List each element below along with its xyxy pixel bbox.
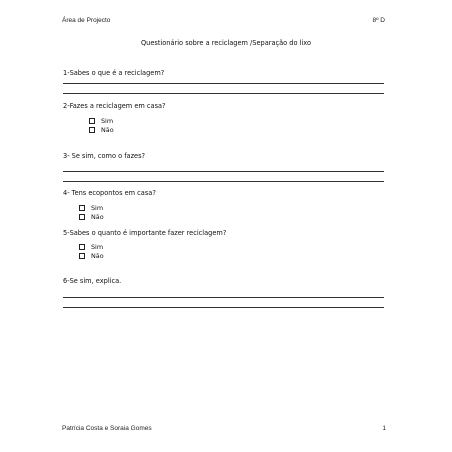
question-2: 2-Fazes a reciclagem em casa? [63, 102, 166, 110]
option-nao[interactable] [79, 252, 104, 260]
page-number: 1 [382, 425, 386, 432]
option-nao[interactable] [79, 213, 104, 221]
option-label: Não [91, 252, 104, 260]
option-sim[interactable] [79, 204, 103, 212]
question-1: 1-Sabes o que é a reciclagem? [63, 69, 165, 77]
header-right: 8º D [372, 17, 385, 24]
checkbox[interactable] [89, 127, 95, 133]
checkbox[interactable] [79, 244, 85, 250]
page-title: Questionário sobre a reciclagem /Separação do lixo [140, 39, 311, 47]
answer-line [63, 307, 384, 308]
option-label: Sim [91, 243, 104, 251]
header-left: Área de Projecto [62, 17, 111, 24]
question-4: 4- Tens ecopontos em casa? [63, 189, 156, 197]
question-3: 3- Se sim, como o fazes? [63, 152, 146, 160]
checkbox[interactable] [89, 118, 95, 124]
checkbox[interactable] [79, 253, 85, 259]
answer-line [63, 93, 384, 94]
answer-line [63, 297, 384, 298]
option-label: Não [101, 126, 114, 134]
answer-line [63, 83, 384, 84]
question-5: 5-Sabes o quanto é importante fazer reciclagem? [63, 229, 227, 237]
option-sim[interactable] [89, 117, 113, 125]
option-label: Sim [91, 204, 104, 212]
option-sim[interactable] [79, 243, 103, 251]
checkbox[interactable] [79, 205, 85, 211]
answer-line [63, 181, 384, 182]
footer-authors: Patrícia Costa e Soraia Gomes [62, 425, 152, 432]
option-nao[interactable] [89, 126, 114, 134]
question-6: 6-Se sim, explica. [63, 277, 122, 285]
answer-line [63, 171, 384, 172]
checkbox[interactable] [79, 214, 85, 220]
option-label: Não [91, 213, 104, 221]
option-label: Sim [101, 117, 114, 125]
